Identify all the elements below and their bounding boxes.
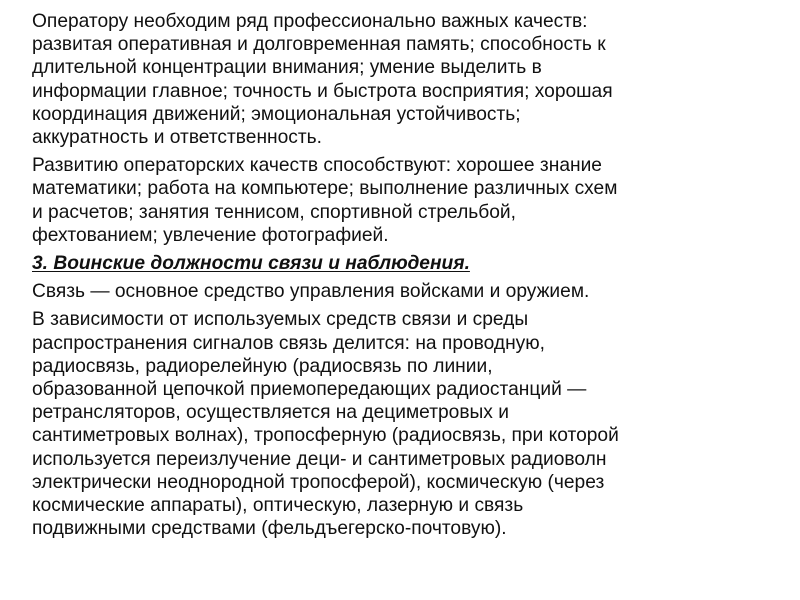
paragraph-operator-qualities: Оператору необходим ряд профессионально важных качеств: развитая оперативная и долговременная память; способность к длительной концентрации внимания; умение выделить в информации главное; точность и быстрота восприятия; хорошая координация движений; эмоциональная устойчивость; аккуратность и ответственность. [32,11,613,149]
paragraph-communication-definition: Связь — основное средство управления войсками и оружием. [32,281,590,303]
paragraph-developing-qualities: Развитию операторских качеств способствуют: хорошее знание математики; работа на компьютере; выполнение различных схем и расчетов; занятия теннисом, спортивной стрельбой, фехтованием; увлечение фотографией. [32,155,618,246]
paragraph-communication-types: В зависимости от используемых средств связи и среды распространения сигналов связь делится: на проводную, радиосвязь, радиорелейную (радиосвязь по линии, образованной цепочкой приемопередающих радиостанций — ретрансляторов, осуществляется на дециметровых и сантиметровых волнах), тропосферную (радиосвязь, при которой используется переизлучение деци- и сантиметровых радиоволн электрически неоднородной тропосферой), космическую (через космические аппараты), оптическую, лазерную и связь подвижными средствами (фельдъегерско-почтовую). [32,309,619,540]
section-heading: 3. Воинские должности связи и наблюдения. [32,253,470,275]
